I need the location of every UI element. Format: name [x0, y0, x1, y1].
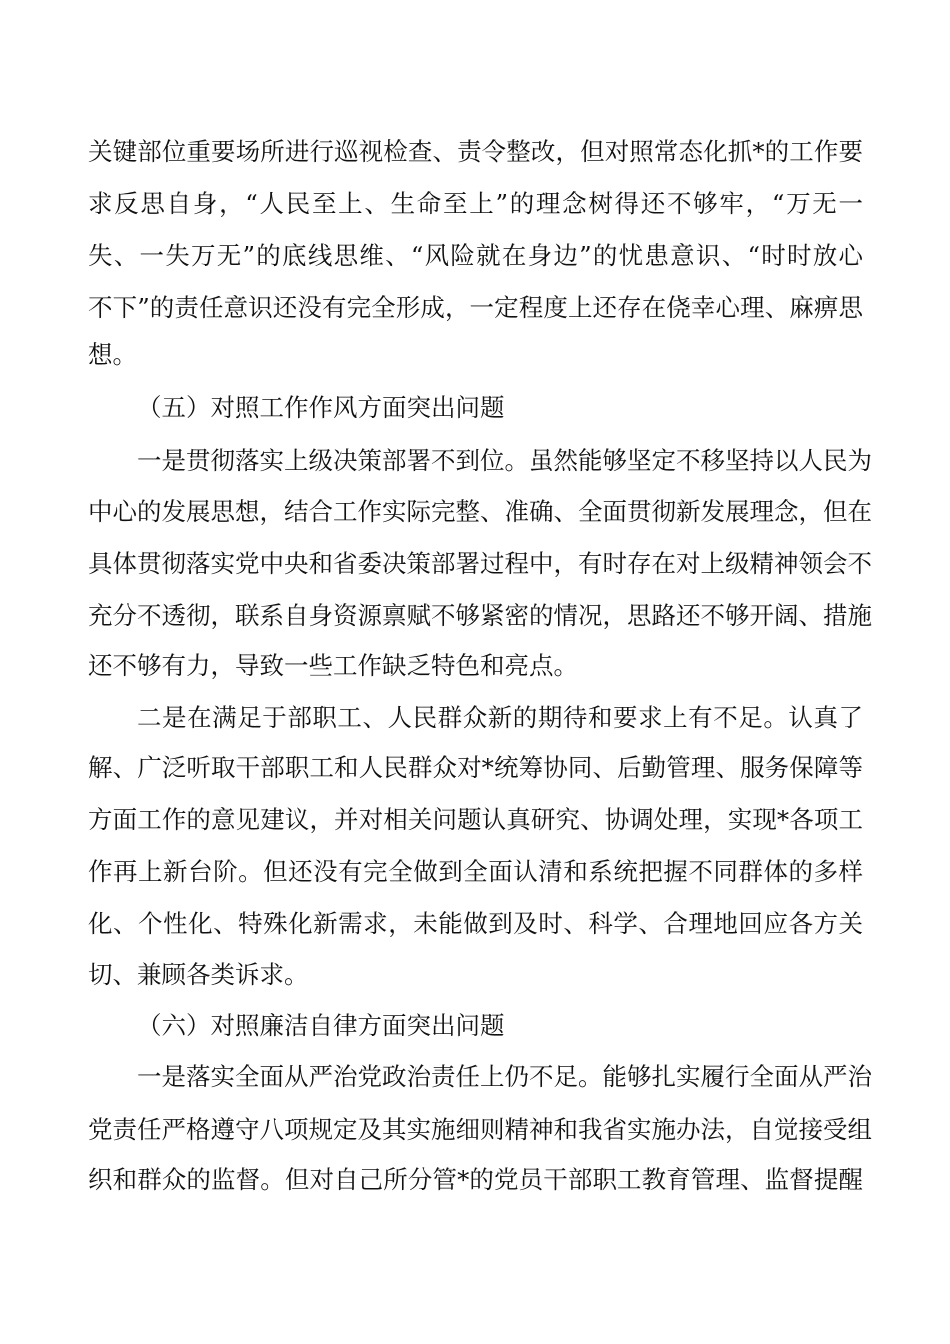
paragraph-line: 充分不透彻，联系自身资源禀赋不够紧密的情况，思路还不够开阔、措施: [88, 601, 872, 630]
paragraph-line: 失、一失万无”的底线思维、“风险就在身边”的忧患意识、“时时放心: [88, 241, 863, 270]
paragraph-line: 化、个性化、特殊化新需求，未能做到及时、科学、合理地回应各方关: [88, 909, 863, 938]
paragraph-line: 不下”的责任意识还没有完全形成，一定程度上还存在侥幸心理、麻痹思: [88, 293, 863, 322]
paragraph-line: 织和群众的监督。但对自己所分管*的党员干部职工教育管理、监督提醒: [88, 1165, 863, 1194]
section-heading: （六）对照廉洁自律方面突出问题: [137, 1011, 505, 1040]
paragraph-line: 具体贯彻落实党中央和省委决策部署过程中，有时存在对上级精神领会不: [88, 549, 872, 578]
paragraph-line: 中心的发展思想，结合工作实际完整、准确、全面贯彻新发展理念，但在: [88, 497, 872, 526]
paragraph-line: 二是在满足于部职工、人民群众新的期待和要求上有不足。认真了: [137, 703, 863, 732]
paragraph-line: 切、兼顾各类诉求。: [88, 960, 309, 989]
paragraph-line: 一是贯彻落实上级决策部署不到位。虽然能够坚定不移坚持以人民为: [137, 446, 872, 475]
paragraph-line: 想。: [88, 340, 137, 369]
paragraph-line: 关键部位重要场所进行巡视检查、责令整改，但对照常态化抓*的工作要: [88, 137, 863, 166]
section-heading: （五）对照工作作风方面突出问题: [137, 393, 505, 422]
paragraph-line: 还不够有力，导致一些工作缺乏特色和亮点。: [88, 651, 578, 680]
paragraph-line: 解、广泛听取干部职工和人民群众对*统筹协同、后勤管理、服务保障等: [88, 753, 863, 782]
paragraph-line: 求反思自身，“人民至上、生命至上”的理念树得还不够牢，“万无一: [88, 189, 863, 218]
paragraph-line: 方面工作的意见建议，并对相关问题认真研究、协调处理，实现*各项工: [88, 805, 863, 834]
paragraph-line: 党责任严格遵守八项规定及其实施细则精神和我省实施办法，自觉接受组: [88, 1115, 872, 1144]
paragraph-line: 作再上新台阶。但还没有完全做到全面认清和系统把握不同群体的多样: [88, 857, 863, 886]
paragraph-line: 一是落实全面从严治党政治责任上仍不足。能够扎实履行全面从严治: [137, 1062, 872, 1091]
